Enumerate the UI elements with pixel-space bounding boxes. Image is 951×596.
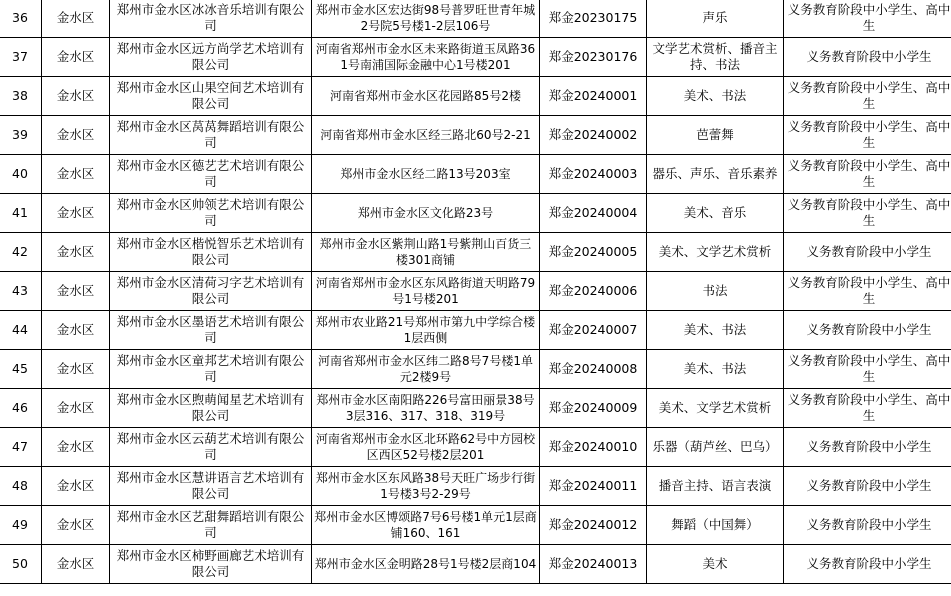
target-students-cell[interactable]: 义务教育阶段中小学生 [784, 311, 951, 350]
license-number-cell[interactable]: 郑金20240009 [540, 389, 647, 428]
table-row [0, 311, 951, 350]
address-cell[interactable]: 河南省郑州市金水区纬二路8号7号楼1单元2楼9号 [312, 350, 540, 389]
district-cell[interactable]: 金水区 [42, 0, 110, 38]
row-number-cell[interactable]: 39 [0, 116, 42, 155]
row-number-cell[interactable]: 42 [0, 233, 42, 272]
row-number-cell[interactable]: 38 [0, 77, 42, 116]
address-cell[interactable]: 郑州市金水区南阳路226号富田丽景38号3层316、317、318、319号 [312, 389, 540, 428]
row-number-cell[interactable]: 46 [0, 389, 42, 428]
target-students-cell[interactable]: 义务教育阶段中小学生 [784, 38, 951, 77]
table-row [0, 545, 951, 584]
license-number-cell[interactable]: 郑金20240004 [540, 194, 647, 233]
table-row [0, 467, 951, 506]
company-name-cell[interactable]: 郑州市金水区楷悦智乐艺术培训有限公司 [110, 233, 312, 272]
district-cell[interactable]: 金水区 [42, 428, 110, 467]
training-category-cell[interactable]: 美术、音乐 [647, 194, 784, 233]
company-name-cell[interactable]: 郑州市金水区墨语艺术培训有限公司 [110, 311, 312, 350]
target-students-cell[interactable]: 义务教育阶段中小学生、高中生 [784, 389, 951, 428]
target-students-cell[interactable]: 义务教育阶段中小学生、高中生 [784, 0, 951, 38]
table-row [0, 77, 951, 116]
table-row [0, 116, 951, 155]
training-category-cell[interactable]: 美术、书法 [647, 77, 784, 116]
row-number-cell[interactable]: 37 [0, 38, 42, 77]
target-students-cell[interactable]: 义务教育阶段中小学生、高中生 [784, 116, 951, 155]
company-name-cell[interactable]: 郑州市金水区童邦艺术培训有限公司 [110, 350, 312, 389]
target-students-cell[interactable]: 义务教育阶段中小学生 [784, 545, 951, 584]
table-row [0, 155, 951, 194]
target-students-cell[interactable]: 义务教育阶段中小学生、高中生 [784, 194, 951, 233]
company-name-cell[interactable]: 郑州市金水区清荷习字艺术培训有限公司 [110, 272, 312, 311]
address-cell[interactable]: 河南省郑州市金水区北环路62号中方园校区西区52号楼2层201 [312, 428, 540, 467]
training-category-cell[interactable]: 舞蹈（中国舞） [647, 506, 784, 545]
address-cell[interactable]: 河南省郑州市金水区东风路街道天明路79号1号楼201 [312, 272, 540, 311]
license-number-cell[interactable]: 郑金20240007 [540, 311, 647, 350]
district-cell[interactable]: 金水区 [42, 311, 110, 350]
district-cell[interactable]: 金水区 [42, 155, 110, 194]
row-number-cell[interactable]: 50 [0, 545, 42, 584]
target-students-cell[interactable]: 义务教育阶段中小学生、高中生 [784, 155, 951, 194]
table-row [0, 194, 951, 233]
district-cell[interactable]: 金水区 [42, 233, 110, 272]
table-row [0, 38, 951, 77]
license-number-cell[interactable]: 郑金20240011 [540, 467, 647, 506]
training-category-cell[interactable]: 器乐、声乐、音乐素养 [647, 155, 784, 194]
company-name-cell[interactable]: 郑州市金水区云葫艺术培训有限公司 [110, 428, 312, 467]
company-name-cell[interactable]: 郑州市金水区山果空间艺术培训有限公司 [110, 77, 312, 116]
row-number-cell[interactable]: 40 [0, 155, 42, 194]
company-name-cell[interactable]: 郑州市金水区莴莴舞蹈培训有限公司 [110, 116, 312, 155]
table-row [0, 428, 951, 467]
company-name-cell[interactable]: 郑州市金水区艺甜舞蹈培训有限公司 [110, 506, 312, 545]
district-cell[interactable]: 金水区 [42, 116, 110, 155]
company-name-cell[interactable]: 郑州市金水区冰冰音乐培训有限公司 [110, 0, 312, 38]
row-number-cell[interactable]: 45 [0, 350, 42, 389]
license-number-cell[interactable]: 郑金20240002 [540, 116, 647, 155]
table-row [0, 389, 951, 428]
company-name-cell[interactable]: 郑州市金水区煦萌闻星艺术培训有限公司 [110, 389, 312, 428]
district-cell[interactable]: 金水区 [42, 38, 110, 77]
license-number-cell[interactable]: 郑金20240001 [540, 77, 647, 116]
training-category-cell[interactable]: 美术、书法 [647, 311, 784, 350]
target-students-cell[interactable]: 义务教育阶段中小学生 [784, 506, 951, 545]
training-category-cell[interactable]: 美术、文学艺术赏析 [647, 389, 784, 428]
row-number-cell[interactable]: 36 [0, 0, 42, 38]
training-category-cell[interactable]: 乐器（葫芦丝、巴乌） [647, 428, 784, 467]
training-category-cell[interactable]: 芭蕾舞 [647, 116, 784, 155]
target-students-cell[interactable]: 义务教育阶段中小学生、高中生 [784, 350, 951, 389]
table-row [0, 350, 951, 389]
license-number-cell[interactable]: 郑金20240013 [540, 545, 647, 584]
target-students-cell[interactable]: 义务教育阶段中小学生、高中生 [784, 77, 951, 116]
row-number-cell[interactable]: 47 [0, 428, 42, 467]
training-category-cell[interactable]: 美术、书法 [647, 350, 784, 389]
company-name-cell[interactable]: 郑州市金水区德艺艺术培训有限公司 [110, 155, 312, 194]
license-number-cell[interactable]: 郑金20240003 [540, 155, 647, 194]
address-cell[interactable]: 郑州市金水区文化路23号 [312, 194, 540, 233]
address-cell[interactable]: 郑州市金水区博颂路7号6号楼1单元1层商铺160、161 [312, 506, 540, 545]
training-category-cell[interactable]: 文学艺术赏析、播音主持、书法 [647, 38, 784, 77]
address-cell[interactable]: 郑州市金水区紫荆山路1号紫荆山百货三楼301商铺 [312, 233, 540, 272]
district-cell[interactable]: 金水区 [42, 272, 110, 311]
training-category-cell[interactable]: 声乐 [647, 0, 784, 38]
target-students-cell[interactable]: 义务教育阶段中小学生 [784, 467, 951, 506]
license-number-cell[interactable]: 郑金20230175 [540, 0, 647, 38]
row-number-cell[interactable]: 48 [0, 467, 42, 506]
district-cell[interactable]: 金水区 [42, 350, 110, 389]
license-number-cell[interactable]: 郑金20240005 [540, 233, 647, 272]
target-students-cell[interactable]: 义务教育阶段中小学生 [784, 233, 951, 272]
address-cell[interactable]: 河南省郑州市金水区花园路85号2楼 [312, 77, 540, 116]
license-number-cell[interactable]: 郑金20230176 [540, 38, 647, 77]
district-cell[interactable]: 金水区 [42, 467, 110, 506]
district-cell[interactable]: 金水区 [42, 389, 110, 428]
district-cell[interactable]: 金水区 [42, 506, 110, 545]
address-cell[interactable]: 郑州市农业路21号郑州市第九中学综合楼1层西侧 [312, 311, 540, 350]
company-name-cell[interactable]: 郑州市金水区柿野画廊艺术培训有限公司 [110, 545, 312, 584]
table-row [0, 272, 951, 311]
company-name-cell[interactable]: 郑州市金水区远方尚学艺术培训有限公司 [110, 38, 312, 77]
row-number-cell[interactable]: 49 [0, 506, 42, 545]
table-row [0, 0, 951, 38]
table-row [0, 506, 951, 545]
address-cell[interactable]: 河南省郑州市金水区未来路街道玉凤路361号南浦国际金融中心1号楼201 [312, 38, 540, 77]
license-number-cell[interactable]: 郑金20240012 [540, 506, 647, 545]
training-category-cell[interactable]: 播音主持、语言表演 [647, 467, 784, 506]
address-cell[interactable]: 郑州市金水区金明路28号1号楼2层商104 [312, 545, 540, 584]
company-name-cell[interactable]: 郑州市金水区帅领艺术培训有限公司 [110, 194, 312, 233]
row-number-cell[interactable]: 43 [0, 272, 42, 311]
row-number-cell[interactable]: 44 [0, 311, 42, 350]
address-cell[interactable]: 河南省郑州市金水区经三路北60号2-21 [312, 116, 540, 155]
target-students-cell[interactable]: 义务教育阶段中小学生、高中生 [784, 272, 951, 311]
address-cell[interactable]: 郑州市金水区宏达街98号普罗旺世青年城2号院5号楼1-2层106号 [312, 0, 540, 38]
target-students-cell[interactable]: 义务教育阶段中小学生 [784, 428, 951, 467]
license-number-cell[interactable]: 郑金20240008 [540, 350, 647, 389]
district-cell[interactable]: 金水区 [42, 545, 110, 584]
address-cell[interactable]: 郑州市金水区东风路38号天旺广场步行街1号楼3号2-29号 [312, 467, 540, 506]
row-number-cell[interactable]: 41 [0, 194, 42, 233]
district-cell[interactable]: 金水区 [42, 194, 110, 233]
training-category-cell[interactable]: 美术、文学艺术赏析 [647, 233, 784, 272]
license-number-cell[interactable]: 郑金20240010 [540, 428, 647, 467]
training-category-cell[interactable]: 美术 [647, 545, 784, 584]
district-cell[interactable]: 金水区 [42, 77, 110, 116]
table-row [0, 233, 951, 272]
company-name-cell[interactable]: 郑州市金水区慧讲语言艺术培训有限公司 [110, 467, 312, 506]
license-number-cell[interactable]: 郑金20240006 [540, 272, 647, 311]
address-cell[interactable]: 郑州市金水区经二路13号203室 [312, 155, 540, 194]
training-category-cell[interactable]: 书法 [647, 272, 784, 311]
